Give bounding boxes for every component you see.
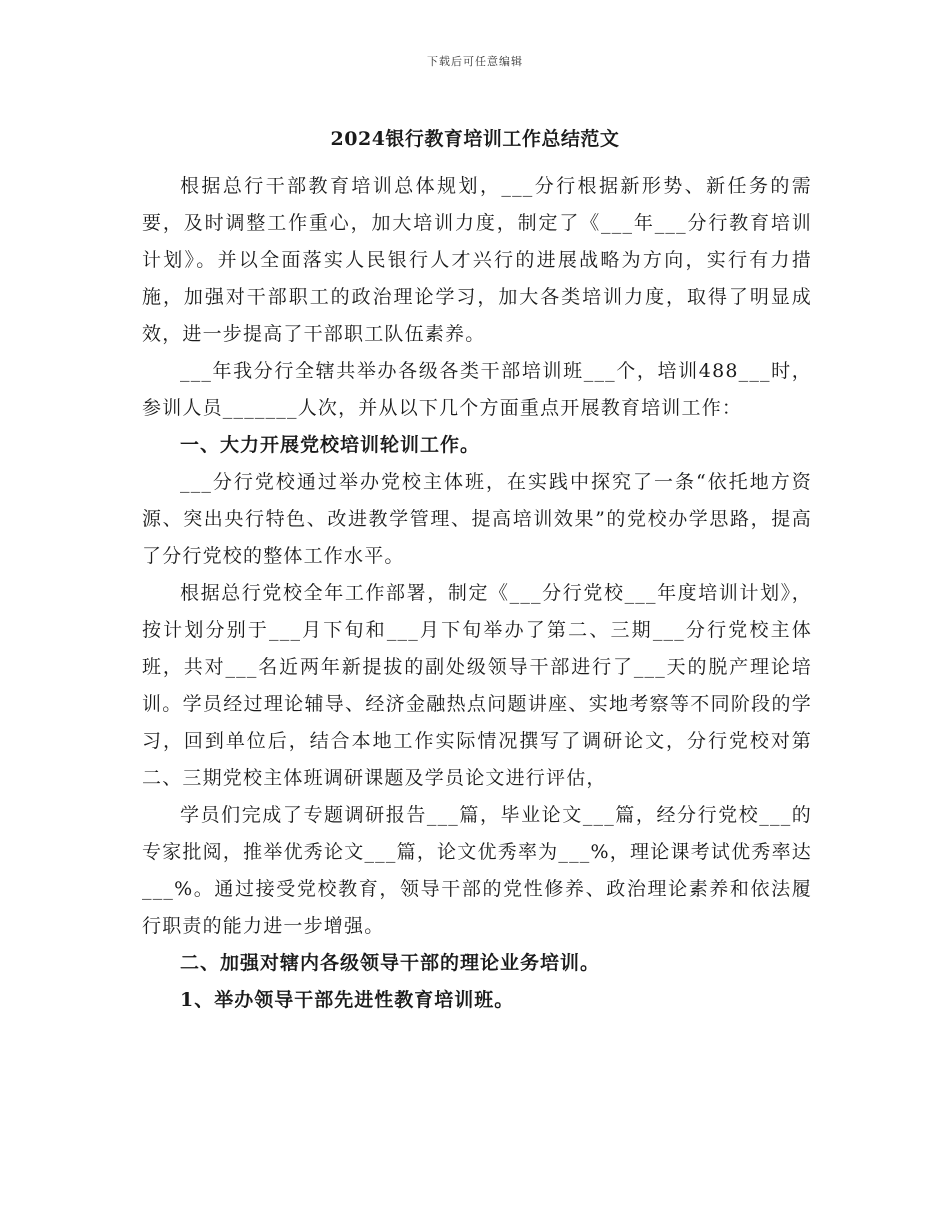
- document-body: [142, 168, 812, 1019]
- paragraph-intro: 根据总行干部教育培训总体规划，___分行根据新形势、新任务的需要，及时调整工作重心，加大培训力度，制定了《___年___分行教育培训计划》。并以全面落实人民银行人才兴行的进展战略为方向，实行有力措施，加强对干部职工的政治理论学习，加大各类培训力度，取得了明显成效，进一步提高了干部职工队伍素养。: [142, 175, 812, 345]
- header-note: 下载后可任意编辑: [427, 55, 523, 68]
- section-heading-2: 二、加强对辖内各级领导干部的理论业务培训。: [180, 952, 601, 974]
- section-heading-1: 一、大力开展党校培训轮训工作。: [180, 434, 481, 456]
- document-title: 2024银行教育培训工作总结范文: [330, 128, 620, 150]
- subsection-heading-1: 1、举办领导干部先进性教育培训班。: [180, 989, 515, 1011]
- paragraph-training-plan: 根据总行党校全年工作部署，制定《___分行党校___年度培训计划》，按计划分别于___月下旬和___月下旬举办了第二、三期___分行党校主体班，共对___名近两年新提拔的副处级领导干部进行了___天的脱产理论培训。学员经过理论辅导、经济金融热点问题讲座、实地考察等不同阶段的学习，回到单位后，结合本地工作实际情况撰写了调研论文，分行党校对第二、三期党校主体班调研课题及学员论文进行评估，: [142, 582, 812, 789]
- paragraph-results: 学员们完成了专题调研报告___篇，毕业论文___篇，经分行党校___的专家批阅，推举优秀论文___篇，论文优秀率为___%，理论课考试优秀率达___%。通过接受党校教育，领导干部的党性修养、政治理论素养和依法履行职责的能力进一步增强。: [142, 804, 812, 937]
- paragraph-summary: ___年我分行全辖共举办各级各类干部培训班___个，培训488___时，参训人员_______人次，并从以下几个方面重点开展教育培训工作：: [142, 360, 812, 419]
- paragraph-party-school: ___分行党校通过举办党校主体班，在实践中探究了一条“依托地方资源、突出央行特色、改进教学管理、提高培训效果”的党校办学思路，提高了分行党校的整体工作水平。: [142, 471, 812, 567]
